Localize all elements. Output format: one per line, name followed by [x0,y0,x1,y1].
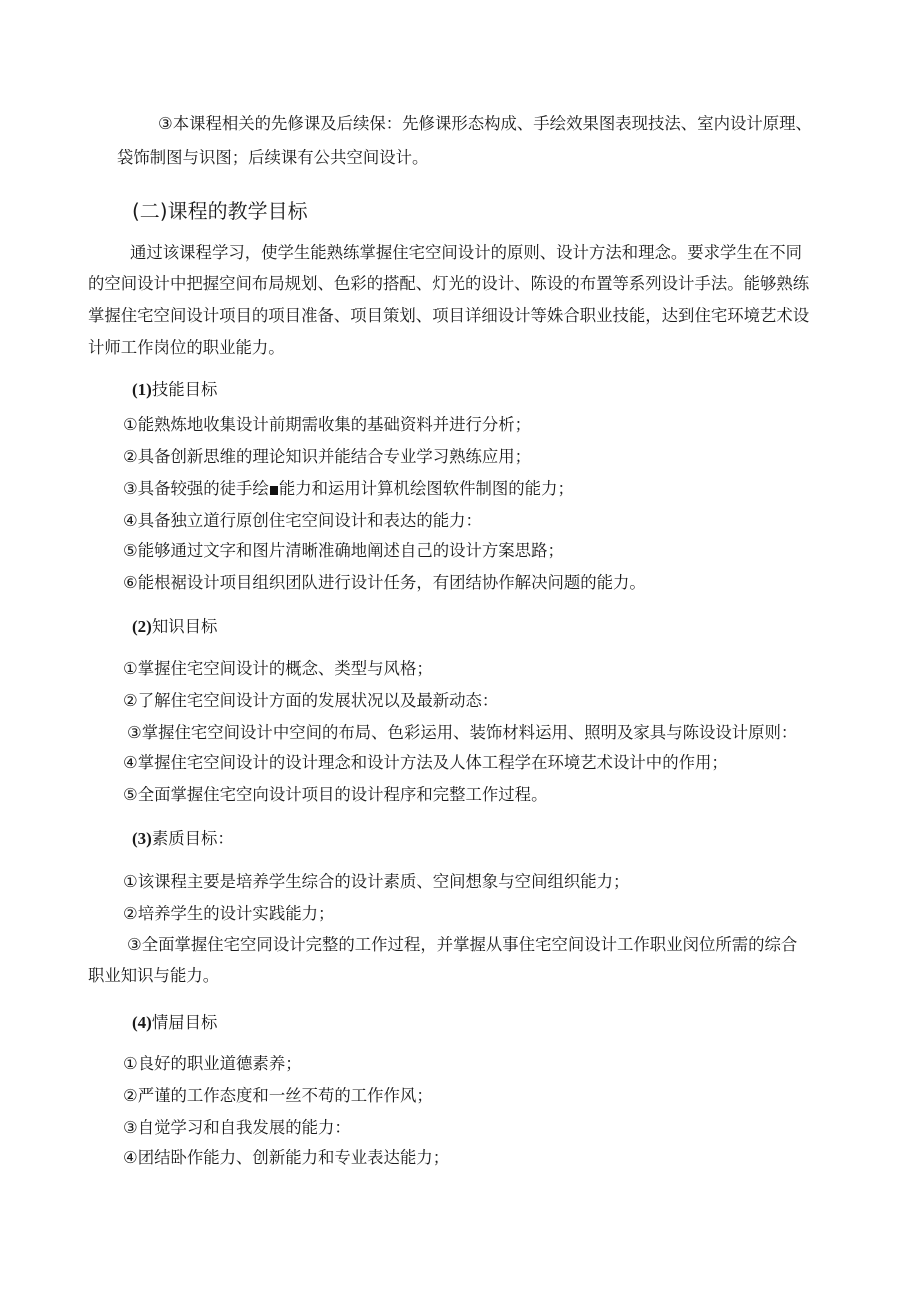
knowledge-item-2: ②了解住宅空间设计方面的发展状况以及最新动态： [123,691,499,710]
emotion-label: 情屇目标 [151,1013,218,1032]
intro-line-2: 袋饰制图与识图；后续课有公共空间设计。 [117,148,429,167]
knowledge-num: (2) [132,617,152,636]
skills-item-1: ①能熟炼地收集设计前期需收集的基础资料并进行分析； [123,415,532,434]
skills-item-6: ⑥能根裾设计项目组织团队进行设计任务，有团结协作解决问题的能力。 [123,573,646,592]
emotion-item-4: ④团结卧作能力、创新能力和专业表达能力； [123,1148,450,1167]
quality-item-2: ②培养学生的设计实践能力； [123,904,335,923]
section-title: (二)课程的教学目标 [132,199,308,223]
quality-item-3-cont: 职业知识与能力。 [88,966,220,985]
skills-item-3-head: ③具备较强的徒手绘 [123,479,269,498]
paragraph-line-1: 通过该课程学习，使学生能熟练掌握住宅空间设计的原则、设计方法和理念。要求学生在不同 [130,243,803,262]
skills-item-5: ⑤能够通过文字和图片清晰准确地阐述自己的设计方案思路； [123,541,564,560]
emotion-item-1: ①良好的职业道德素养； [123,1054,302,1073]
emotion-num: (4) [132,1013,152,1032]
knowledge-item-3: ③掌握住宅空间设计中空间的布局、色彩运用、装饰材料运用、照明及家具与陈设设计原则： [127,723,798,742]
paragraph-line-3: 掌握住宅空间设计项目的项目准备、项目策划、项目详细设计等姝合职业技能，达到住宅环境艺术设 [88,306,810,325]
knowledge-heading [132,617,217,637]
skills-num: (1) [132,380,152,399]
knowledge-item-5: ⑤全面掌握住宅空向设计项目的设计程序和完整工作过程。 [123,785,548,804]
paragraph-line-2: 的空间设计中把握空间布局规划、色彩的搭配、灯光的设计、陈设的布置等系列设计手法。能够熟练 [88,274,810,293]
quality-item-3: ③全面掌握住宅空同设计完整的工作过程，并掌握从事住宅空间设计工作职业闵位所需的综合 [127,935,798,954]
emotion-item-3: ③自觉学习和自我发展的能力： [123,1118,351,1137]
emotion-item-2: ②严谨的工作态度和一丝不苟的工作作风； [123,1086,433,1105]
quality-label: 素质目标： [151,829,234,848]
skills-item-4: ④具备独立道行原创住宅空间设计和表达的能力： [123,511,482,530]
intro-line-1: ③本课程相关的先修课及后续保：先修课形态构成、手绘效果图表现技法、室内设计原理、 [158,114,812,133]
skills-label: 技能目标 [151,380,218,399]
knowledge-item-4: ④掌握住宅空间设计的设计理念和设计方法及人体工程学在环境艺术设计中的作用； [123,753,728,772]
skills-item-3 [123,479,574,499]
paragraph-line-4: 计师工作岗位的职业能力。 [88,338,285,357]
emotion-heading [132,1013,217,1033]
skills-item-2: ②具备创新思维的理论知识并能结合专业学习熟练应用； [123,447,532,466]
quality-num: (3) [132,829,152,848]
knowledge-label: 知识目标 [151,617,218,636]
quality-heading [132,829,234,849]
square-marker-icon [270,486,278,495]
skills-item-3-tail: 能力和运用计算机绘图软件制图的能力； [278,479,574,498]
quality-item-1: ①该课程主要是培养学生综合的设计素质、空间想象与空间组织能力； [123,872,630,891]
skills-heading [132,380,217,400]
knowledge-item-1: ①掌握住宅空间设计的概念、类型与风格； [123,659,433,678]
